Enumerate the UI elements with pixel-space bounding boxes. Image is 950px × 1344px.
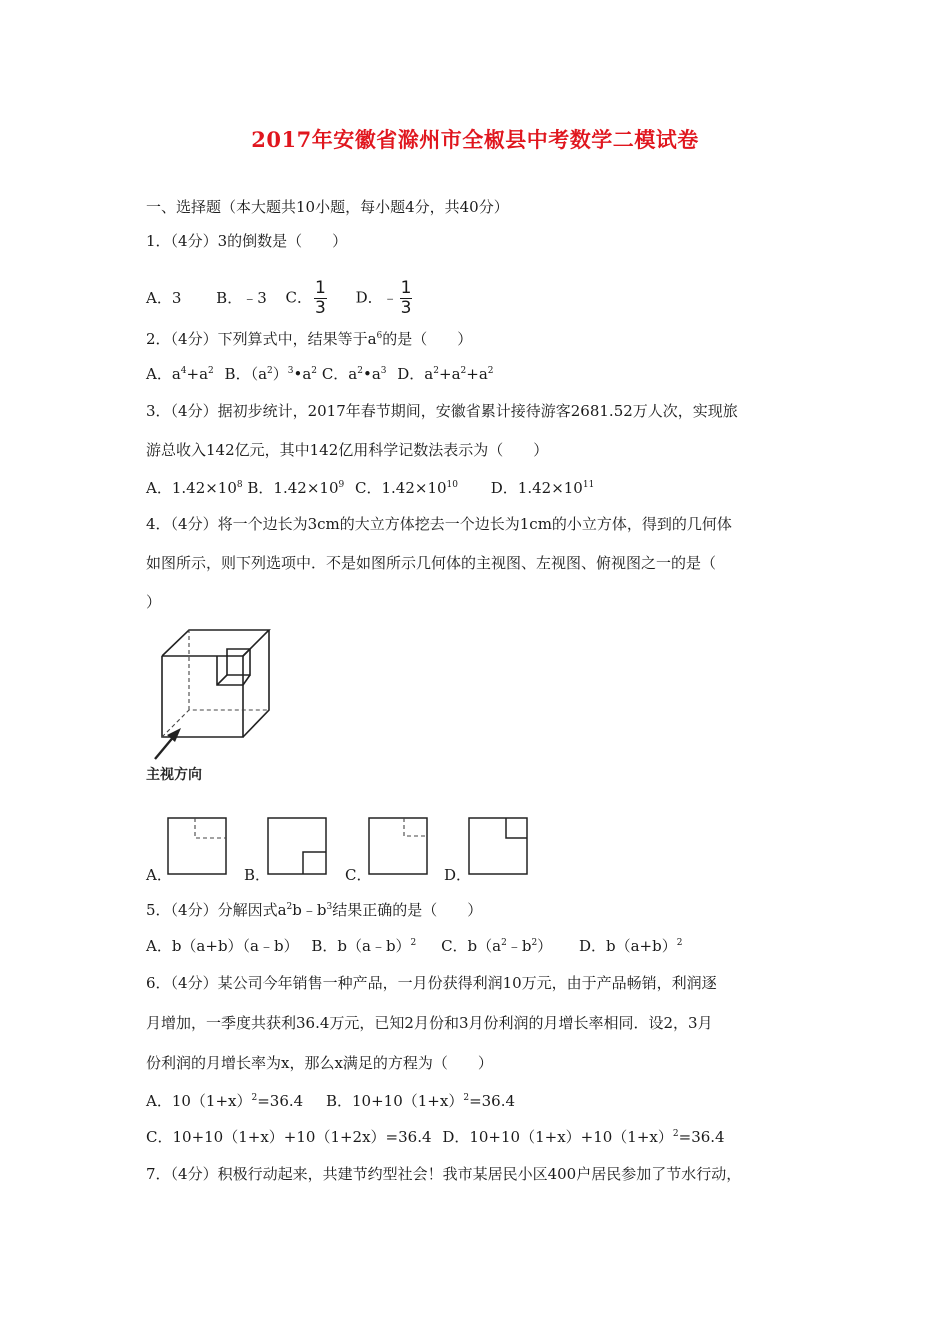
view-direction-label: 主视方向	[146, 767, 202, 783]
question-6-line-3: 份利润的月增长率为x，那么x满足的方程为（ ）	[146, 1054, 493, 1072]
question-1-stem: 1．（4分）3的倒数是（ ）	[146, 232, 348, 250]
q5-option-a: A．b（a+b）（a﹣b）	[146, 937, 299, 955]
question-3-options	[146, 478, 594, 498]
q5-option-d: D．$b(a+b)^2$	[578, 937, 683, 955]
question-1-options	[146, 280, 414, 317]
fraction-one-third: $\frac{1}{3}$	[400, 278, 412, 318]
q3-option-c: C．$1.42\times 10^{10}$	[355, 479, 458, 497]
question-6-options-ab	[146, 1091, 515, 1111]
question-3-line-1: 3．（4分）据初步统计，2017年春节期间，安徽省累计接待游客2681.52万人次，实现旅	[146, 402, 738, 420]
q6-option-a: A．$10(1+x)^2=36.4$	[146, 1092, 304, 1110]
q1-option-b: B．﹣3	[216, 288, 267, 307]
q1-option-d: D．﹣ $\frac{1}{3}$	[355, 278, 412, 318]
question-5-options	[146, 936, 682, 956]
question-4-line-3: ）	[146, 593, 162, 611]
q2-option-a: A．$a^4+a^2$	[146, 365, 214, 383]
q1-option-c: C． $\frac{1}{3}$	[285, 278, 326, 318]
exam-title: 2017年安徽省滁州市全椒县中考数学二模试卷	[251, 127, 699, 152]
q4-option-a-label: A．	[146, 866, 172, 884]
q4-option-b-label: B．	[244, 866, 271, 884]
q3-option-b: B．$1.42\times 10^9$	[247, 479, 345, 497]
q3-option-d: D．$1.42\times 10^{11}$	[490, 479, 595, 497]
question-2-options	[146, 364, 494, 384]
q3-option-a: A．$1.42\times 10^8$	[146, 479, 243, 497]
q6-option-b: B．$10+10(1+x)^2=36.4$	[325, 1092, 516, 1110]
q4-option-a-figure	[167, 816, 229, 876]
question-7-line-1: 7．（4分）积极行动起来，共建节约型社会！我市某居民小区400户居民参加了节水行动，	[146, 1165, 742, 1183]
q2-option-d: D．$a^2+a^2+a^2$	[397, 365, 494, 383]
question-6-line-1: 6．（4分）某公司今年销售一种产品，一月份获得利润10万元，由于产品畅销，利润逐	[146, 974, 717, 992]
q5-option-b: B．b（a﹣b）$^2$	[311, 937, 417, 955]
question-6-line-2: 月增加，一季度共获利36.4万元，已知2月份和3月份利润的月增长率相同．设2，3月	[146, 1014, 713, 1032]
question-6-options-cd	[146, 1127, 725, 1147]
question-2-stem: 2．（4分）下列算式中，结果等于$a^6$的是（ ）	[146, 330, 473, 348]
q4-option-c-figure	[368, 816, 430, 876]
question-4-line-1: 4．（4分）将一个边长为3cm的大立方体挖去一个边长为1cm的小立方体，得到的几何体	[146, 515, 732, 533]
q4-option-c-label: C．	[345, 866, 372, 884]
q5-option-c: C．$b(a^2﹣b^2)$	[441, 937, 553, 955]
q2-option-b: B．$(a^2)^3•a^2$	[224, 365, 318, 383]
q6-option-c: C．10+10（1+x）+10（1+2x）=36.4	[146, 1128, 432, 1146]
q6-option-d: D．$10+10(1+x)+10(1+x)^2=36.4$	[442, 1128, 725, 1146]
question-3-line-2: 游总收入142亿元，其中142亿用科学记数法表示为（ ）	[146, 441, 549, 459]
section-heading: 一、选择题（本大题共10小题，每小题4分，共40分）	[146, 198, 509, 216]
cube-figure	[145, 627, 285, 762]
question-4-line-2: 如图所示，则下列选项中．不是如图所示几何体的主视图、左视图、俯视图之一的是（	[146, 554, 717, 572]
q4-option-d-label: D．	[444, 866, 472, 884]
q1-option-a: A．3	[146, 288, 182, 307]
q4-option-b-figure	[267, 816, 329, 876]
q2-option-c: C．$a^2•a^3$	[321, 365, 387, 383]
q4-option-d-figure	[468, 816, 530, 876]
fraction-one-third: $\frac{1}{3}$	[315, 278, 326, 318]
question-5-stem: 5．（4分）分解因式$a^2b﹣b^3$结果正确的是（ ）	[146, 901, 483, 919]
